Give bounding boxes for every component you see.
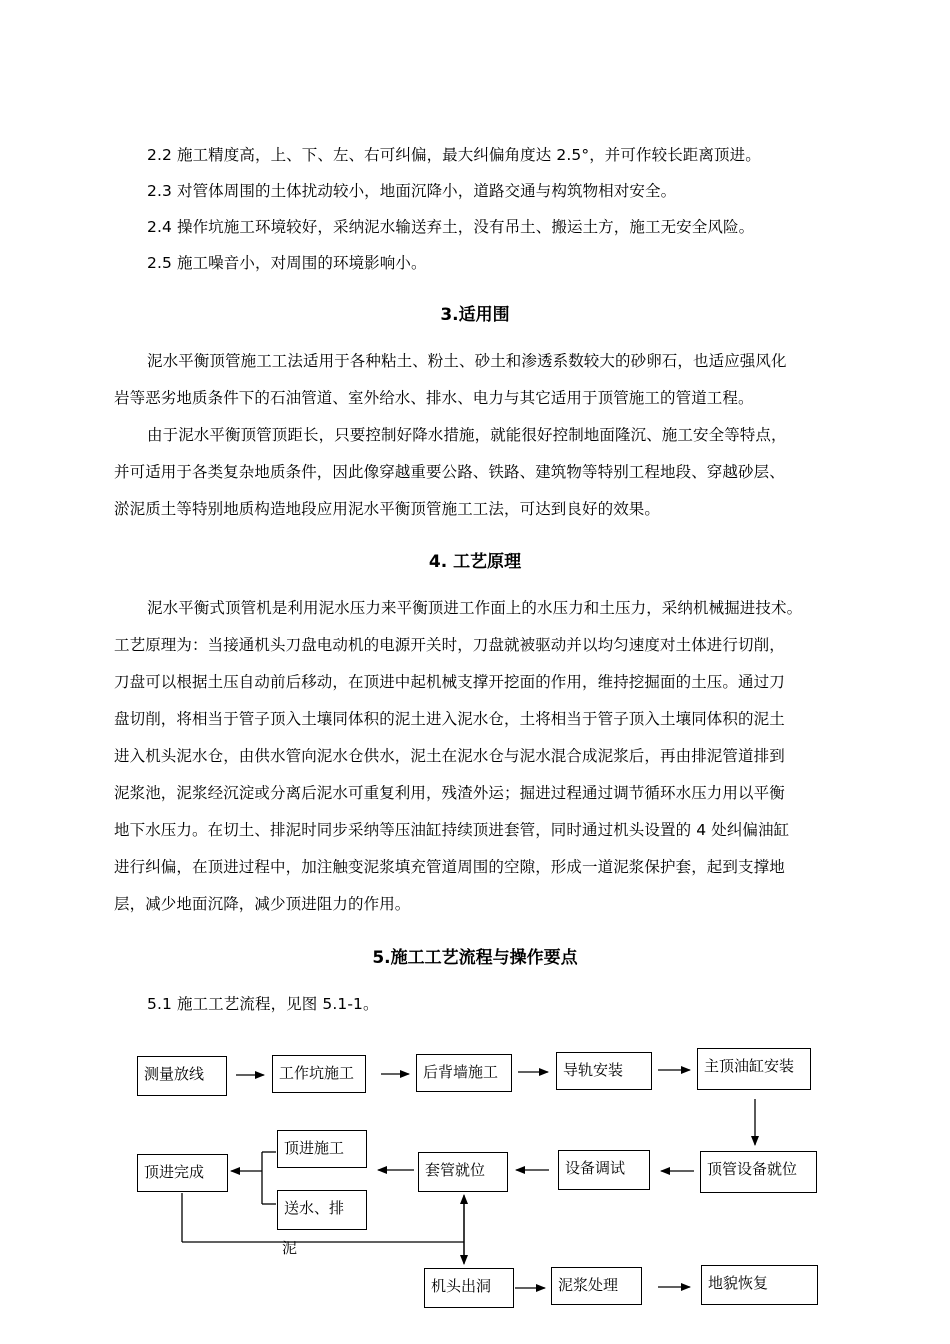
text-line: 工艺原理为：当接通机头刀盘电动机的电源开关时，刀盘就被驱动并以均匀速度对土体进行切削， [114, 636, 785, 654]
flow-box-mud-treatment: 泥浆处理 [551, 1267, 642, 1305]
section-heading: 5.施工工艺流程与操作要点 [372, 948, 578, 968]
text-line: 2.3 对管体周围的土体扰动较小，地面沉降小，道路交通与构筑物相对安全。 [147, 182, 677, 200]
flow-box-main-jack: 主顶油缸安装 [697, 1048, 811, 1090]
text-line: 泥水平衡顶管施工工法适用于各种粘土、粉土、砂土和渗透系数较大的砂卵石，也适应强风化 [147, 352, 787, 370]
text-line: 2.4 操作坑施工环境较好，采纳泥水输送弃土，没有吊土、搬运土方，施工无安全风险。 [147, 218, 755, 236]
text-line: 层，减少地面沉降，减少顶进阻力的作用。 [114, 895, 411, 913]
flow-box-water-mud: 送水、排 [277, 1190, 367, 1230]
section-heading: 4. 工艺原理 [428, 552, 522, 572]
text-line: 进行纠偏，在顶进过程中，加注触变泥浆填充管道周围的空隙，形成一道泥浆保护套，起到支撑地 [114, 858, 785, 876]
flow-box-debug: 设备调试 [558, 1150, 650, 1190]
flow-box-casing: 套管就位 [418, 1152, 508, 1192]
flow-box-rail-install: 导轨安装 [556, 1052, 652, 1090]
text-line: 泥水平衡式顶管机是利用泥水压力来平衡顶进工作面上的水压力和土压力，采纳机械掘进技术。 [147, 599, 803, 617]
flow-box-jacking-complete: 顶进完成 [137, 1154, 228, 1192]
flow-box-equipment-placed: 顶管设备就位 [700, 1151, 817, 1193]
text-line: 由于泥水平衡顶管顶距长，只要控制好降水措施，就能很好控制地面隆沉、施工安全等特点， [147, 426, 787, 444]
text-line: 5.1 施工工艺流程，见图 5.1-1。 [147, 995, 379, 1013]
flow-box-water-mud-overflow: 泥 [282, 1239, 298, 1257]
text-line: 并可适用于各类复杂地质条件，因此像穿越重要公路、铁路、建筑物等特别工程地段、穿越砂层、 [114, 463, 785, 481]
text-line: 泥浆池，泥浆经沉淀或分离后泥水可重复利用，残渣外运；掘进过程通过调节循环水压力用以平衡 [114, 784, 785, 802]
flow-box-landscape-restore: 地貌恢复 [701, 1265, 818, 1305]
text-line: 刀盘可以根据土压自动前后移动，在顶进中起机械支撑开挖面的作用，维持挖掘面的土压。通过刀 [114, 673, 785, 691]
text-line: 2.2 施工精度高，上、下、左、右可纠偏，最大纠偏角度达 2.5°，并可作较长距离顶进。 [147, 146, 761, 164]
text-line: 盘切削，将相当于管子顶入土壤同体积的泥土进入泥水仓，土将相当于管子顶入土壤同体积的泥土 [114, 710, 785, 728]
flow-box-back-wall: 后背墙施工 [416, 1054, 512, 1092]
text-line: 2.5 施工噪音小，对周围的环境影响小。 [147, 254, 427, 272]
text-line: 进入机头泥水仓，由供水管向泥水仓供水，泥土在泥水仓与泥水混合成泥浆后，再由排泥管道排到 [114, 747, 785, 765]
section-heading: 3.适用围 [440, 305, 510, 325]
text-line: 淤泥质土等特别地质构造地段应用泥水平衡顶管施工工法，可达到良好的效果。 [114, 500, 661, 518]
flow-box-jacking: 顶进施工 [277, 1130, 367, 1168]
flow-box-measure: 测量放线 [137, 1056, 227, 1096]
text-line: 地下水压力。在切土、排泥时同步采纳等压油缸持续顶进套管，同时通过机头设置的 4 处纠偏油缸 [114, 821, 790, 839]
text-line: 岩等恶劣地质条件下的石油管道、室外给水、排水、电力与其它适用于顶管施工的管道工程。 [114, 389, 754, 407]
flow-box-head-exit: 机头出洞 [424, 1268, 514, 1308]
flow-box-work-pit: 工作坑施工 [272, 1055, 366, 1093]
